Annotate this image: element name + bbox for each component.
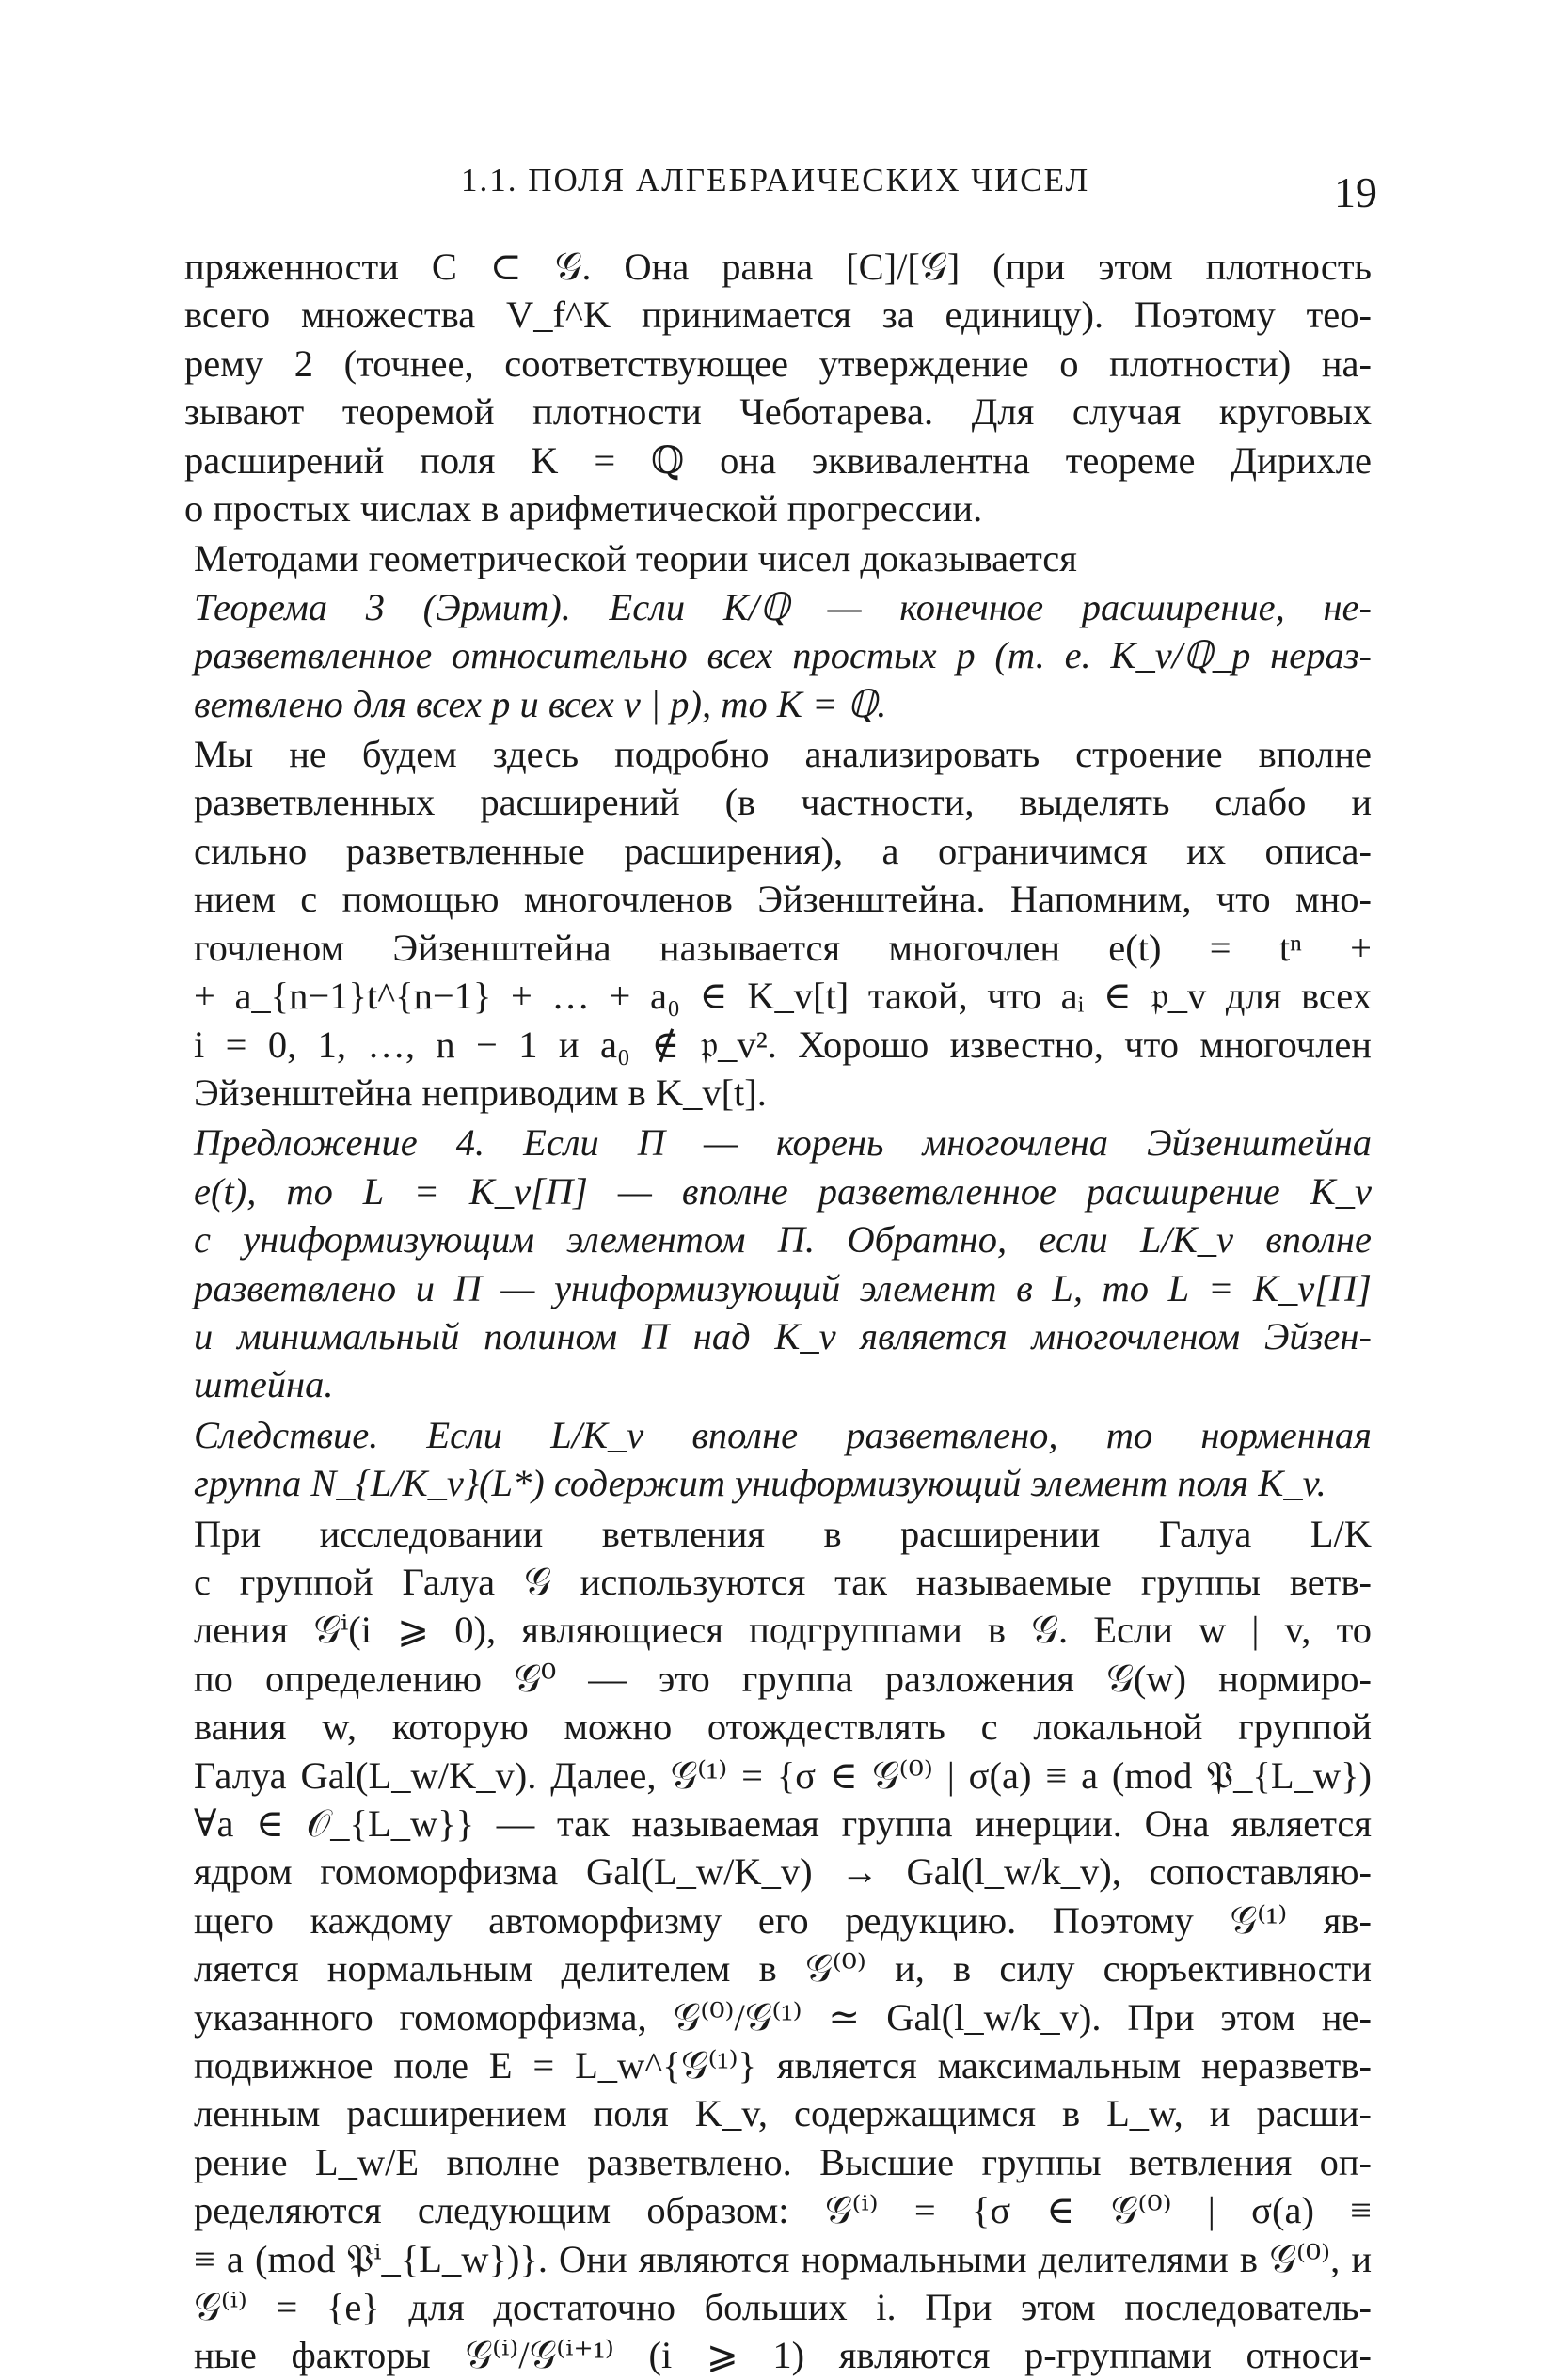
paragraph bbox=[184, 730, 1372, 1117]
text-line: Теорема 3 (Эрмит). Если K/ℚ — конечное расширение, не- bbox=[194, 585, 1372, 628]
text-line: гочленом Эйзенштейна называется многочлен e(t) = tⁿ + bbox=[194, 926, 1372, 969]
text-line: с группой Галуа 𝒢 используются так называемые группы ветв- bbox=[194, 1560, 1372, 1603]
text-line: вания w, которую можно отождествлять с локальной группой bbox=[194, 1706, 1372, 1749]
text-line: Галуа Gal(L_w/K_v). Далее, 𝒢⁽¹⁾ = {σ ∈ 𝒢⁽⁰⁾ | σ(a) ≡ a (mod 𝔓_{L_w}) bbox=[194, 1753, 1372, 1797]
text-line: Методами геометрической теории чисел доказывается bbox=[194, 537, 1077, 580]
text-line: разветвлено и Π — униформизующий элемент в L, то L = K_v[Π] bbox=[194, 1266, 1372, 1309]
text-line: подвижное поле E = L_w^{𝒢⁽¹⁾} является максимальным неразветв- bbox=[194, 2044, 1372, 2087]
text-line: Эйзенштейна неприводим в K_v[t]. bbox=[194, 1071, 767, 1114]
paragraph bbox=[184, 534, 1372, 582]
page-number: 19 bbox=[1334, 168, 1377, 216]
text-line: ≡ a (mod 𝔓ⁱ_{L_w})}. Они являются нормальными делителями в 𝒢⁽⁰⁾, и bbox=[194, 2237, 1372, 2280]
text-line: всего множества V_f^K принимается за единицу). Поэтому тео- bbox=[184, 294, 1372, 337]
text-line: ветвлено для всех p и всех v | p), то K = ℚ. bbox=[194, 682, 887, 725]
text-line: разветвленное относительно всех простых p (т. е. K_v/ℚ_p нераз- bbox=[194, 634, 1372, 677]
text-line: ления 𝒢ⁱ(i ⩾ 0), являющиеся подгруппами в 𝒢. Если w | v, то bbox=[194, 1609, 1372, 1652]
text-line: ленным расширением поля K_v, содержащимся в L_w, и расши- bbox=[194, 2092, 1372, 2135]
text-line: ∀a ∈ 𝒪_{L_w}} — так называемая группа инерции. Она является bbox=[194, 1802, 1372, 1845]
text-line: При исследовании ветвления в расширении Галуа L/K bbox=[194, 1512, 1372, 1555]
text-line: Следствие. Если L/K_v вполне разветвлено, то норменная bbox=[194, 1413, 1372, 1456]
page-body bbox=[184, 243, 1372, 2380]
text-line: 𝒢⁽ⁱ⁾ = {e} для достаточно больших i. При этом последователь- bbox=[194, 2286, 1372, 2329]
text-line: ные факторы 𝒢⁽ⁱ⁾/𝒢⁽ⁱ⁺¹⁾ (i ⩾ 1) являются p-группами относи- bbox=[194, 2334, 1372, 2377]
corollary bbox=[184, 1411, 1372, 1508]
text-line: по определению 𝒢⁰ — это группа разложения 𝒢(w) нормиро- bbox=[194, 1657, 1372, 1700]
text-line: рему 2 (точнее, соответствующее утверждение о плотности) на- bbox=[184, 341, 1372, 385]
theorem-3 bbox=[184, 583, 1372, 728]
text-line: щего каждому автоморфизму его редукцию. Поэтому 𝒢⁽¹⁾ яв- bbox=[194, 1898, 1372, 1942]
text-line: ределяются следующим образом: 𝒢⁽ⁱ⁾ = {σ ∈ 𝒢⁽⁰⁾ | σ(a) ≡ bbox=[194, 2189, 1372, 2232]
text-line: ляется нормальным делителем в 𝒢⁽⁰⁾ и, в силу сюръективности bbox=[194, 1947, 1372, 1991]
text-line: Мы не будем здесь подробно анализировать строение вполне bbox=[194, 733, 1372, 776]
text-line: Предложение 4. Если Π — корень многочлена Эйзенштейна bbox=[194, 1121, 1372, 1165]
text-line: рение L_w/E вполне разветвлено. Высшие группы ветвления оп- bbox=[194, 2140, 1372, 2183]
text-line: сильно разветвленные расширения), а ограничимся их описа- bbox=[194, 829, 1372, 872]
text-line: и минимальный полином Π над K_v является многочленом Эйзен- bbox=[194, 1314, 1372, 1357]
text-line: расширений поля K = ℚ она эквивалентна теореме Дирихле bbox=[184, 438, 1372, 482]
text-line: с униформизующим элементом Π. Обратно, если L/K_v вполне bbox=[194, 1218, 1372, 1261]
text-line: группа N_{L/K_v}(L*) содержит униформизующий элемент поля K_v. bbox=[194, 1462, 1326, 1505]
text-line: i = 0, 1, …, n − 1 и a₀ ∉ 𝔭_v². Хорошо известно, что многочлен bbox=[194, 1023, 1372, 1066]
paragraph bbox=[184, 1510, 1372, 2380]
text-line: зывают теоремой плотности Чеботарева. Для случая круговых bbox=[184, 390, 1372, 434]
running-title: 1.1. ПОЛЯ АЛГЕБРАИЧЕСКИХ ЧИСЕЛ bbox=[461, 162, 1090, 198]
paragraph bbox=[184, 243, 1372, 532]
text-line: ядром гомоморфизма Gal(L_w/K_v) → Gal(l_w/k_v), сопоставляю- bbox=[194, 1850, 1372, 1894]
text-line: пряженности C ⊂ 𝒢. Она равна [C]/[𝒢] (при этом плотность bbox=[184, 246, 1372, 288]
text-line: указанного гомоморфизма, 𝒢⁽⁰⁾/𝒢⁽¹⁾ ≃ Gal(l_w/k_v). При этом не- bbox=[194, 1995, 1372, 2039]
proposition-4 bbox=[184, 1119, 1372, 1408]
text-line: о простых числах в арифметической прогрессии. bbox=[184, 487, 983, 531]
text-line: нием с помощью многочленов Эйзенштейна. Напомним, что мно- bbox=[194, 878, 1372, 921]
text-line: e(t), то L = K_v[Π] — вполне разветвленное расширение K_v bbox=[194, 1169, 1372, 1213]
text-line: + a_{n−1}t^{n−1} + … + a₀ ∈ K_v[t] такой, что aᵢ ∈ 𝔭_v для всех bbox=[194, 975, 1372, 1018]
text-line: штейна. bbox=[194, 1363, 334, 1406]
text-line: разветвленных расширений (в частности, выделять слабо и bbox=[194, 781, 1372, 824]
